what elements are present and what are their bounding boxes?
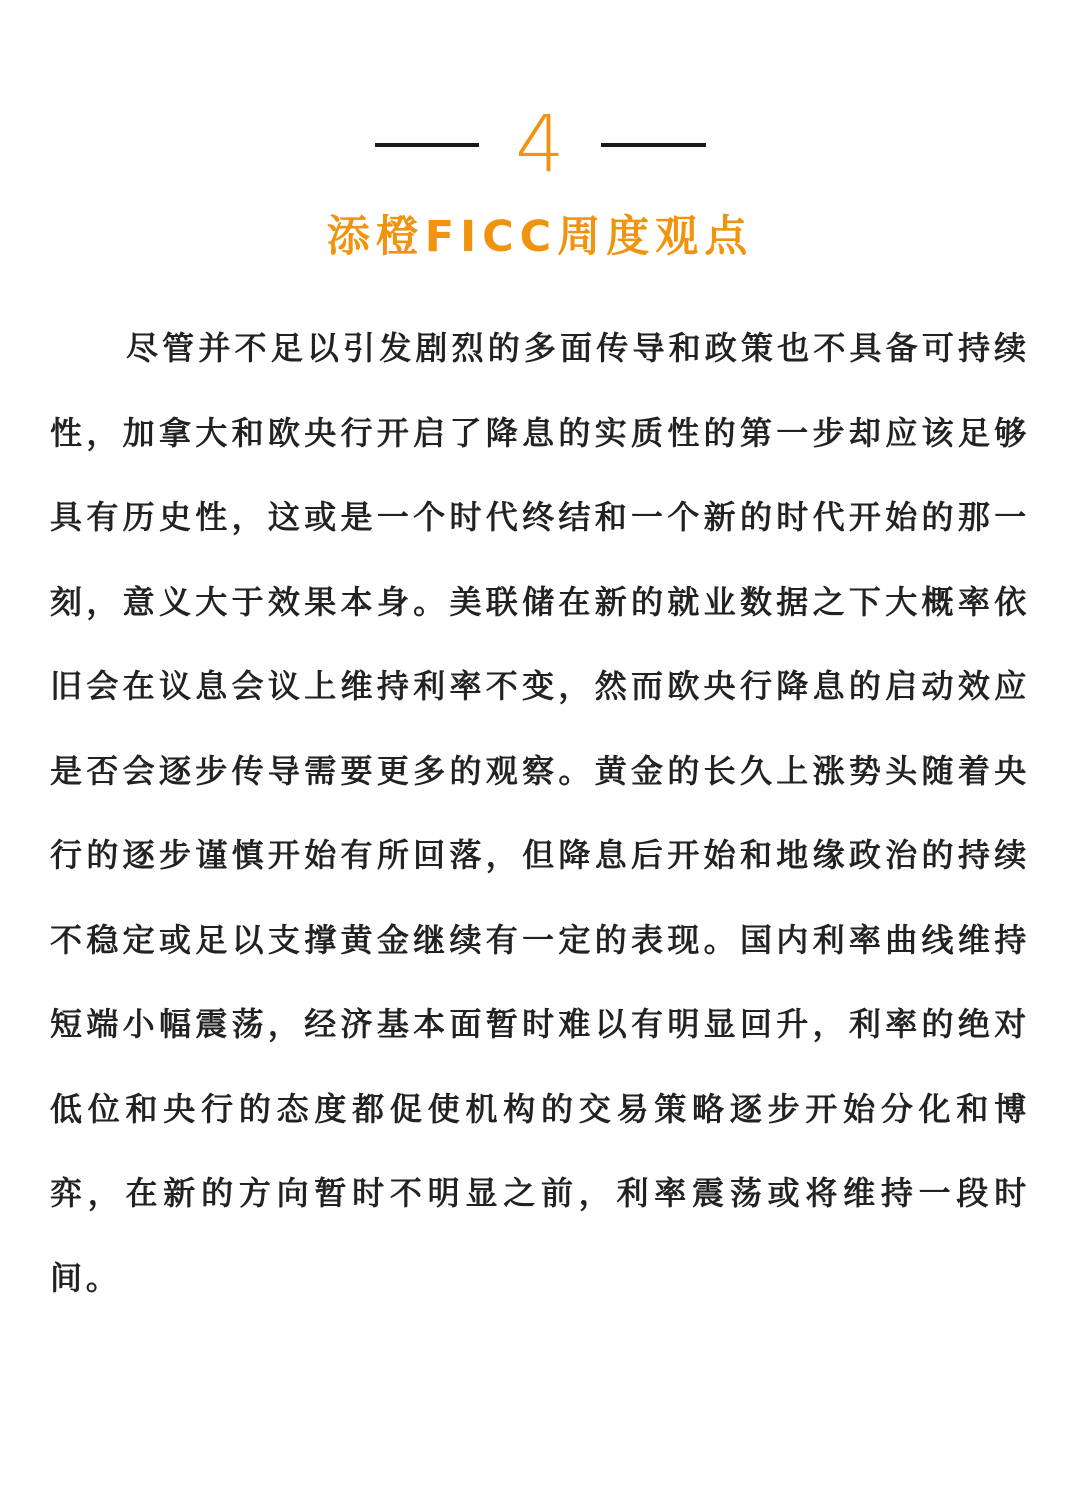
section-number: 4 (515, 100, 565, 190)
body-paragraph: 尽管并不足以引发剧烈的多面传导和政策也不具备可持续性，加拿大和欧央行开启了降息的实质性的第一步却应该足够具有历史性，这或是一个时代终结和一个新的时代开始的那一刻，意义大于效果本身。美联储在新的就业数据之下大概率依旧会在议息会议上维持利率不变，然而欧央行降息的启动效应是否会逐步传导需要更多的观察。黄金的长久上涨势头随着央行的逐步谨慎开始有所回落，但降息后开始和地缘政治的持续不稳定或足以支撑黄金继续有一定的表现。国内利率曲线维持短端小幅震荡，经济基本面暂时难以有明显回升，利率的绝对低位和央行的态度都促使机构的交易策略逐步开始分化和博弈，在新的方向暂时不明显之前，利率震荡或将维持一段时间。 (50, 329, 1030, 1297)
header-rule-left (375, 143, 479, 147)
section-title: 添橙FICC周度观点 (326, 212, 754, 262)
section-header (0, 100, 1080, 190)
header-rule-right (601, 143, 706, 147)
